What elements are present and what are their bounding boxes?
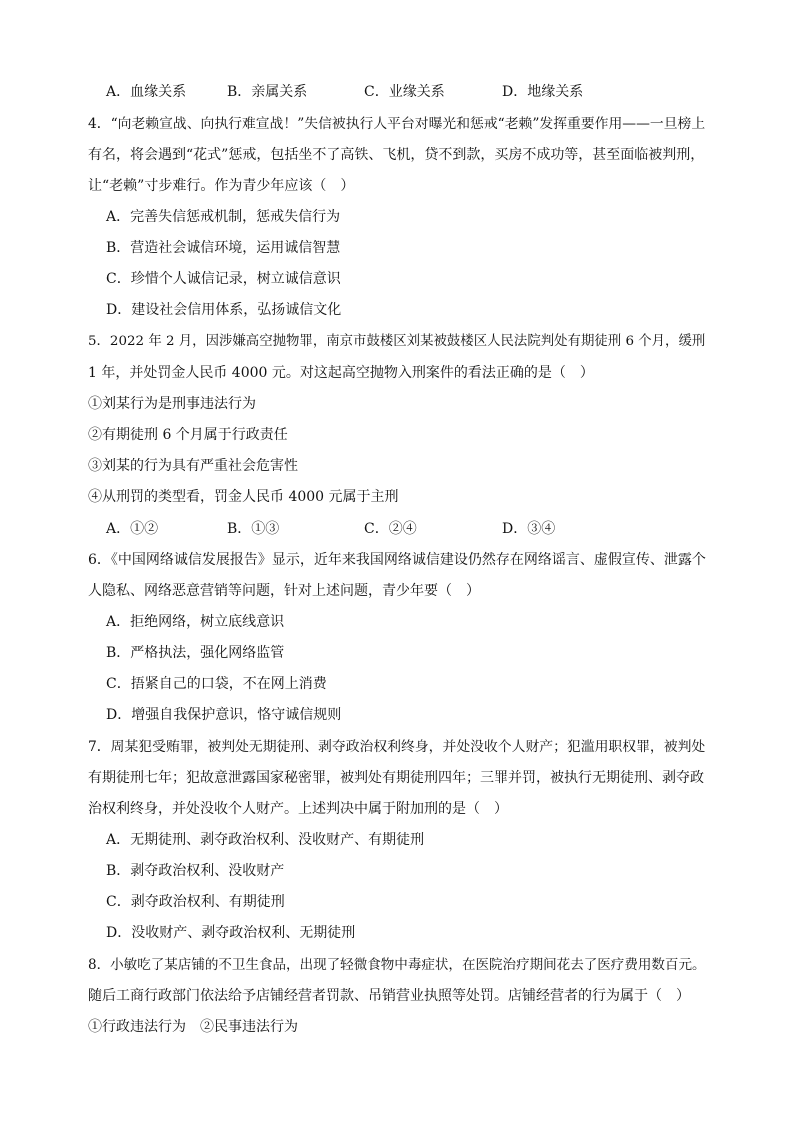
q7-option-c: C．剥夺政治权利、有期徒刑 [106, 894, 285, 910]
q4-option-d: D．建设社会信用体系，弘扬诚信文化 [106, 302, 342, 318]
q5-statement-1: ①刘某行为是刑事违法行为 [88, 396, 256, 412]
q7-option-b: B．剥夺政治权利、没收财产 [106, 863, 285, 879]
q3-option-d: D．地缘关系 [502, 84, 584, 100]
q5-option-c: C．②④ [364, 521, 417, 537]
q5-statement-3: ③刘某的行为具有严重社会危害性 [88, 458, 298, 474]
q5-option-d: D．③④ [502, 521, 556, 537]
q4-stem-line-2: 有名，将会遇到“花式”惩戒，包括坐不了高铁、飞机，贷不到款，买房不成功等，甚至面临被判刑， [88, 147, 705, 163]
q8-stem-line-2: 随后工商行政部门依法给予店铺经营者罚款、吊销营业执照等处罚。店铺经营者的行为属于（ ） [88, 988, 690, 1004]
q4-option-a: A．完善失信惩戒机制，惩戒失信行为 [106, 209, 341, 225]
q4-stem-line-1: 4．“向老赖宣战、向执行难宣战！”失信被执行人平台对曝光和惩戒“老赖”发挥重要作用——一旦榜上 [88, 116, 706, 132]
q6-stem-line-1: 6．《中国网络诚信发展报告》显示，近年来我国网络诚信建设仍然存在网络谣言、虚假宣传、泄露个 [88, 552, 706, 568]
q6-option-b: B．严格执法，强化网络监管 [106, 645, 285, 661]
q7-option-d: D．没收财产、剥夺政治权利、无期徒刑 [106, 925, 356, 941]
q4-option-b: B．营造社会诚信环境，运用诚信智慧 [106, 240, 341, 256]
q6-option-a: A．拒绝网络，树立底线意识 [106, 614, 285, 630]
q3-option-c: C．业缘关系 [364, 84, 445, 100]
q6-option-d: D．增强自我保护意识，恪守诚信规则 [106, 707, 342, 723]
q8-statements: ①行政违法行为 ②民事违法行为 [88, 1019, 298, 1035]
q5-option-a: A．①② [106, 521, 159, 537]
q5-stem-line-1: 5．2022 年 2 月，因涉嫌高空抛物罪，南京市鼓楼区刘某被鼓楼区人民法院判处有期徒刑 6 个月，缓刑 [88, 334, 706, 349]
q3-option-a: A．血缘关系 [106, 84, 187, 100]
q5-stem-line-2: 1 年，并处罚金人民币 4000 元。对这起高空抛物入刑案件的看法正确的是（ ） [88, 365, 594, 381]
q3-option-b: B．亲属关系 [227, 84, 308, 100]
q8-stem-line-1: 8．小敏吃了某店铺的不卫生食品，出现了轻微食物中毒症状，在医院治疗期间花去了医疗费用数百元。 [88, 957, 706, 973]
q7-stem-line-3: 治权利终身，并处没收个人财产。上述判决中属于附加刑的是（ ） [88, 801, 508, 817]
q5-statement-4: ④从刑罚的类型看，罚金人民币 4000 元属于主刑 [88, 489, 399, 505]
q6-stem-line-2: 人隐私、网络恶意营销等问题，针对上述问题，青少年要（ ） [88, 583, 480, 599]
q6-option-c: C．捂紧自己的口袋，不在网上消费 [106, 676, 327, 692]
q5-statement-2: ②有期徒刑 6 个月属于行政责任 [88, 427, 288, 443]
q4-option-c: C．珍惜个人诚信记录，树立诚信意识 [106, 271, 341, 287]
q7-stem-line-2: 有期徒刑七年；犯故意泄露国家秘密罪，被判处有期徒刑四年；三罪并罚，被执行无期徒刑、剥夺政 [88, 770, 704, 786]
q7-stem-line-1: 7．周某犯受贿罪，被判处无期徒刑、剥夺政治权利终身，并处没收个人财产；犯滥用职权罪，被判处 [88, 739, 706, 755]
q5-option-b: B．①③ [227, 521, 280, 537]
q7-option-a: A．无期徒刑、剥夺政治权利、没收财产、有期徒刑 [106, 832, 425, 848]
q4-stem-line-3: 让“老赖”寸步难行。作为青少年应该（ ） [88, 178, 355, 194]
